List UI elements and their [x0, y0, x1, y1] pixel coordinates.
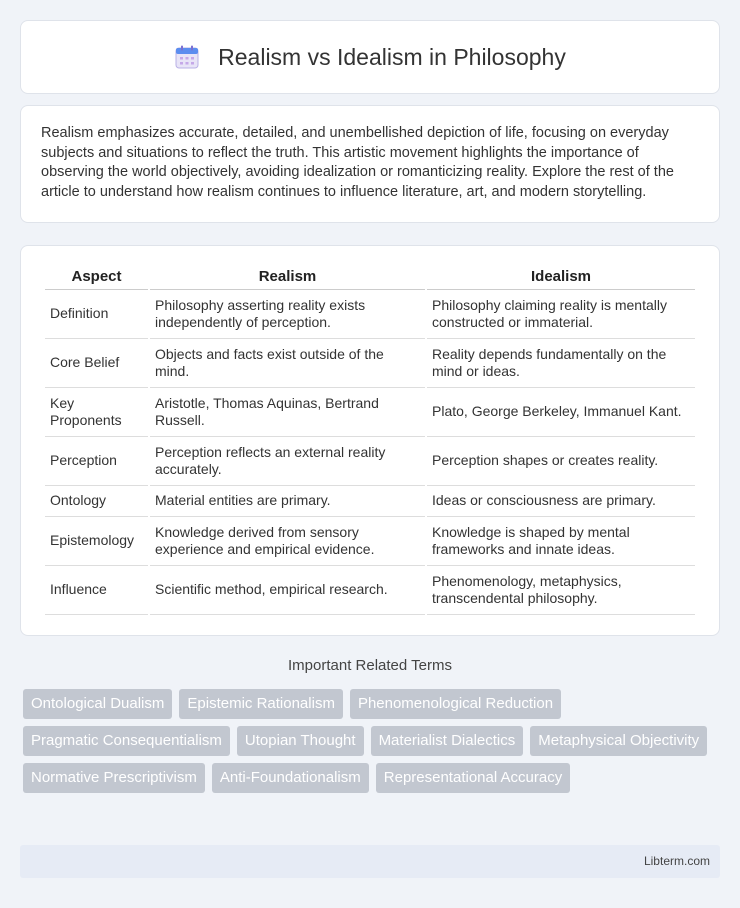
- realism-cell: Philosophy asserting reality exists independently of perception.: [150, 290, 425, 339]
- table-row: [45, 290, 695, 339]
- calendar-icon: [174, 44, 200, 70]
- related-term-tag[interactable]: Epistemic Rationalism: [179, 689, 343, 719]
- page-title: Realism vs Idealism in Philosophy: [218, 43, 566, 70]
- idealism-cell: Knowledge is shaped by mental frameworks and innate ideas.: [427, 517, 695, 566]
- related-term-tag[interactable]: Materialist Dialectics: [371, 726, 524, 756]
- intro-text: Realism emphasizes accurate, detailed, and unembellished depiction of life, focusing on everyday subjects and situations to reflect the truth. This artistic movement highlights the importance of observing the world objectively, avoiding idealization or romanticizing reality. Explore the rest of the article to understand how realism continues to influence literature, art, and modern storytelling.: [41, 125, 674, 200]
- table-row: [45, 388, 695, 437]
- aspect-cell: Perception: [45, 437, 148, 486]
- header-aspect: Aspect: [45, 264, 148, 290]
- related-term-tag[interactable]: Representational Accuracy: [376, 763, 570, 793]
- header-realism: Realism: [150, 264, 425, 290]
- realism-cell: Scientific method, empirical research.: [150, 566, 425, 615]
- related-term-tag[interactable]: Ontological Dualism: [23, 689, 172, 719]
- table-row: [45, 486, 695, 517]
- comparison-table: [43, 264, 697, 615]
- aspect-cell: Key Proponents: [45, 388, 148, 437]
- header-idealism: Idealism: [427, 264, 695, 290]
- realism-cell: Material entities are primary.: [150, 486, 425, 517]
- realism-cell: Knowledge derived from sensory experience and empirical evidence.: [150, 517, 425, 566]
- table-row: [45, 566, 695, 615]
- table-header-row: [45, 264, 695, 290]
- footer: [20, 845, 720, 878]
- idealism-cell: Phenomenology, metaphysics, transcendental philosophy.: [427, 566, 695, 615]
- aspect-cell: Influence: [45, 566, 148, 615]
- related-terms-list: [23, 689, 723, 793]
- related-term-tag[interactable]: Utopian Thought: [237, 726, 364, 756]
- idealism-cell: Plato, George Berkeley, Immanuel Kant.: [427, 388, 695, 437]
- intro-card: [20, 105, 720, 223]
- realism-cell: Perception reflects an external reality accurately.: [150, 437, 425, 486]
- header-card: [20, 20, 720, 94]
- table-row: [45, 339, 695, 388]
- realism-cell: Aristotle, Thomas Aquinas, Bertrand Russell.: [150, 388, 425, 437]
- idealism-cell: Philosophy claiming reality is mentally constructed or immaterial.: [427, 290, 695, 339]
- idealism-cell: Ideas or consciousness are primary.: [427, 486, 695, 517]
- comparison-table-card: [20, 245, 720, 636]
- related-term-tag[interactable]: Metaphysical Objectivity: [530, 726, 707, 756]
- aspect-cell: Epistemology: [45, 517, 148, 566]
- related-term-tag[interactable]: Anti-Foundationalism: [212, 763, 369, 793]
- footer-site-link[interactable]: Libterm.com: [643, 854, 710, 868]
- idealism-cell: Reality depends fundamentally on the mind or ideas.: [427, 339, 695, 388]
- related-term-tag[interactable]: Normative Prescriptivism: [23, 763, 205, 793]
- related-terms-title: Important Related Terms: [288, 657, 452, 674]
- related-term-tag[interactable]: Pragmatic Consequentialism: [23, 726, 230, 756]
- realism-cell: Objects and facts exist outside of the mind.: [150, 339, 425, 388]
- aspect-cell: Ontology: [45, 486, 148, 517]
- aspect-cell: Definition: [45, 290, 148, 339]
- related-term-tag[interactable]: Phenomenological Reduction: [350, 689, 561, 719]
- table-row: [45, 437, 695, 486]
- idealism-cell: Perception shapes or creates reality.: [427, 437, 695, 486]
- table-row: [45, 517, 695, 566]
- aspect-cell: Core Belief: [45, 339, 148, 388]
